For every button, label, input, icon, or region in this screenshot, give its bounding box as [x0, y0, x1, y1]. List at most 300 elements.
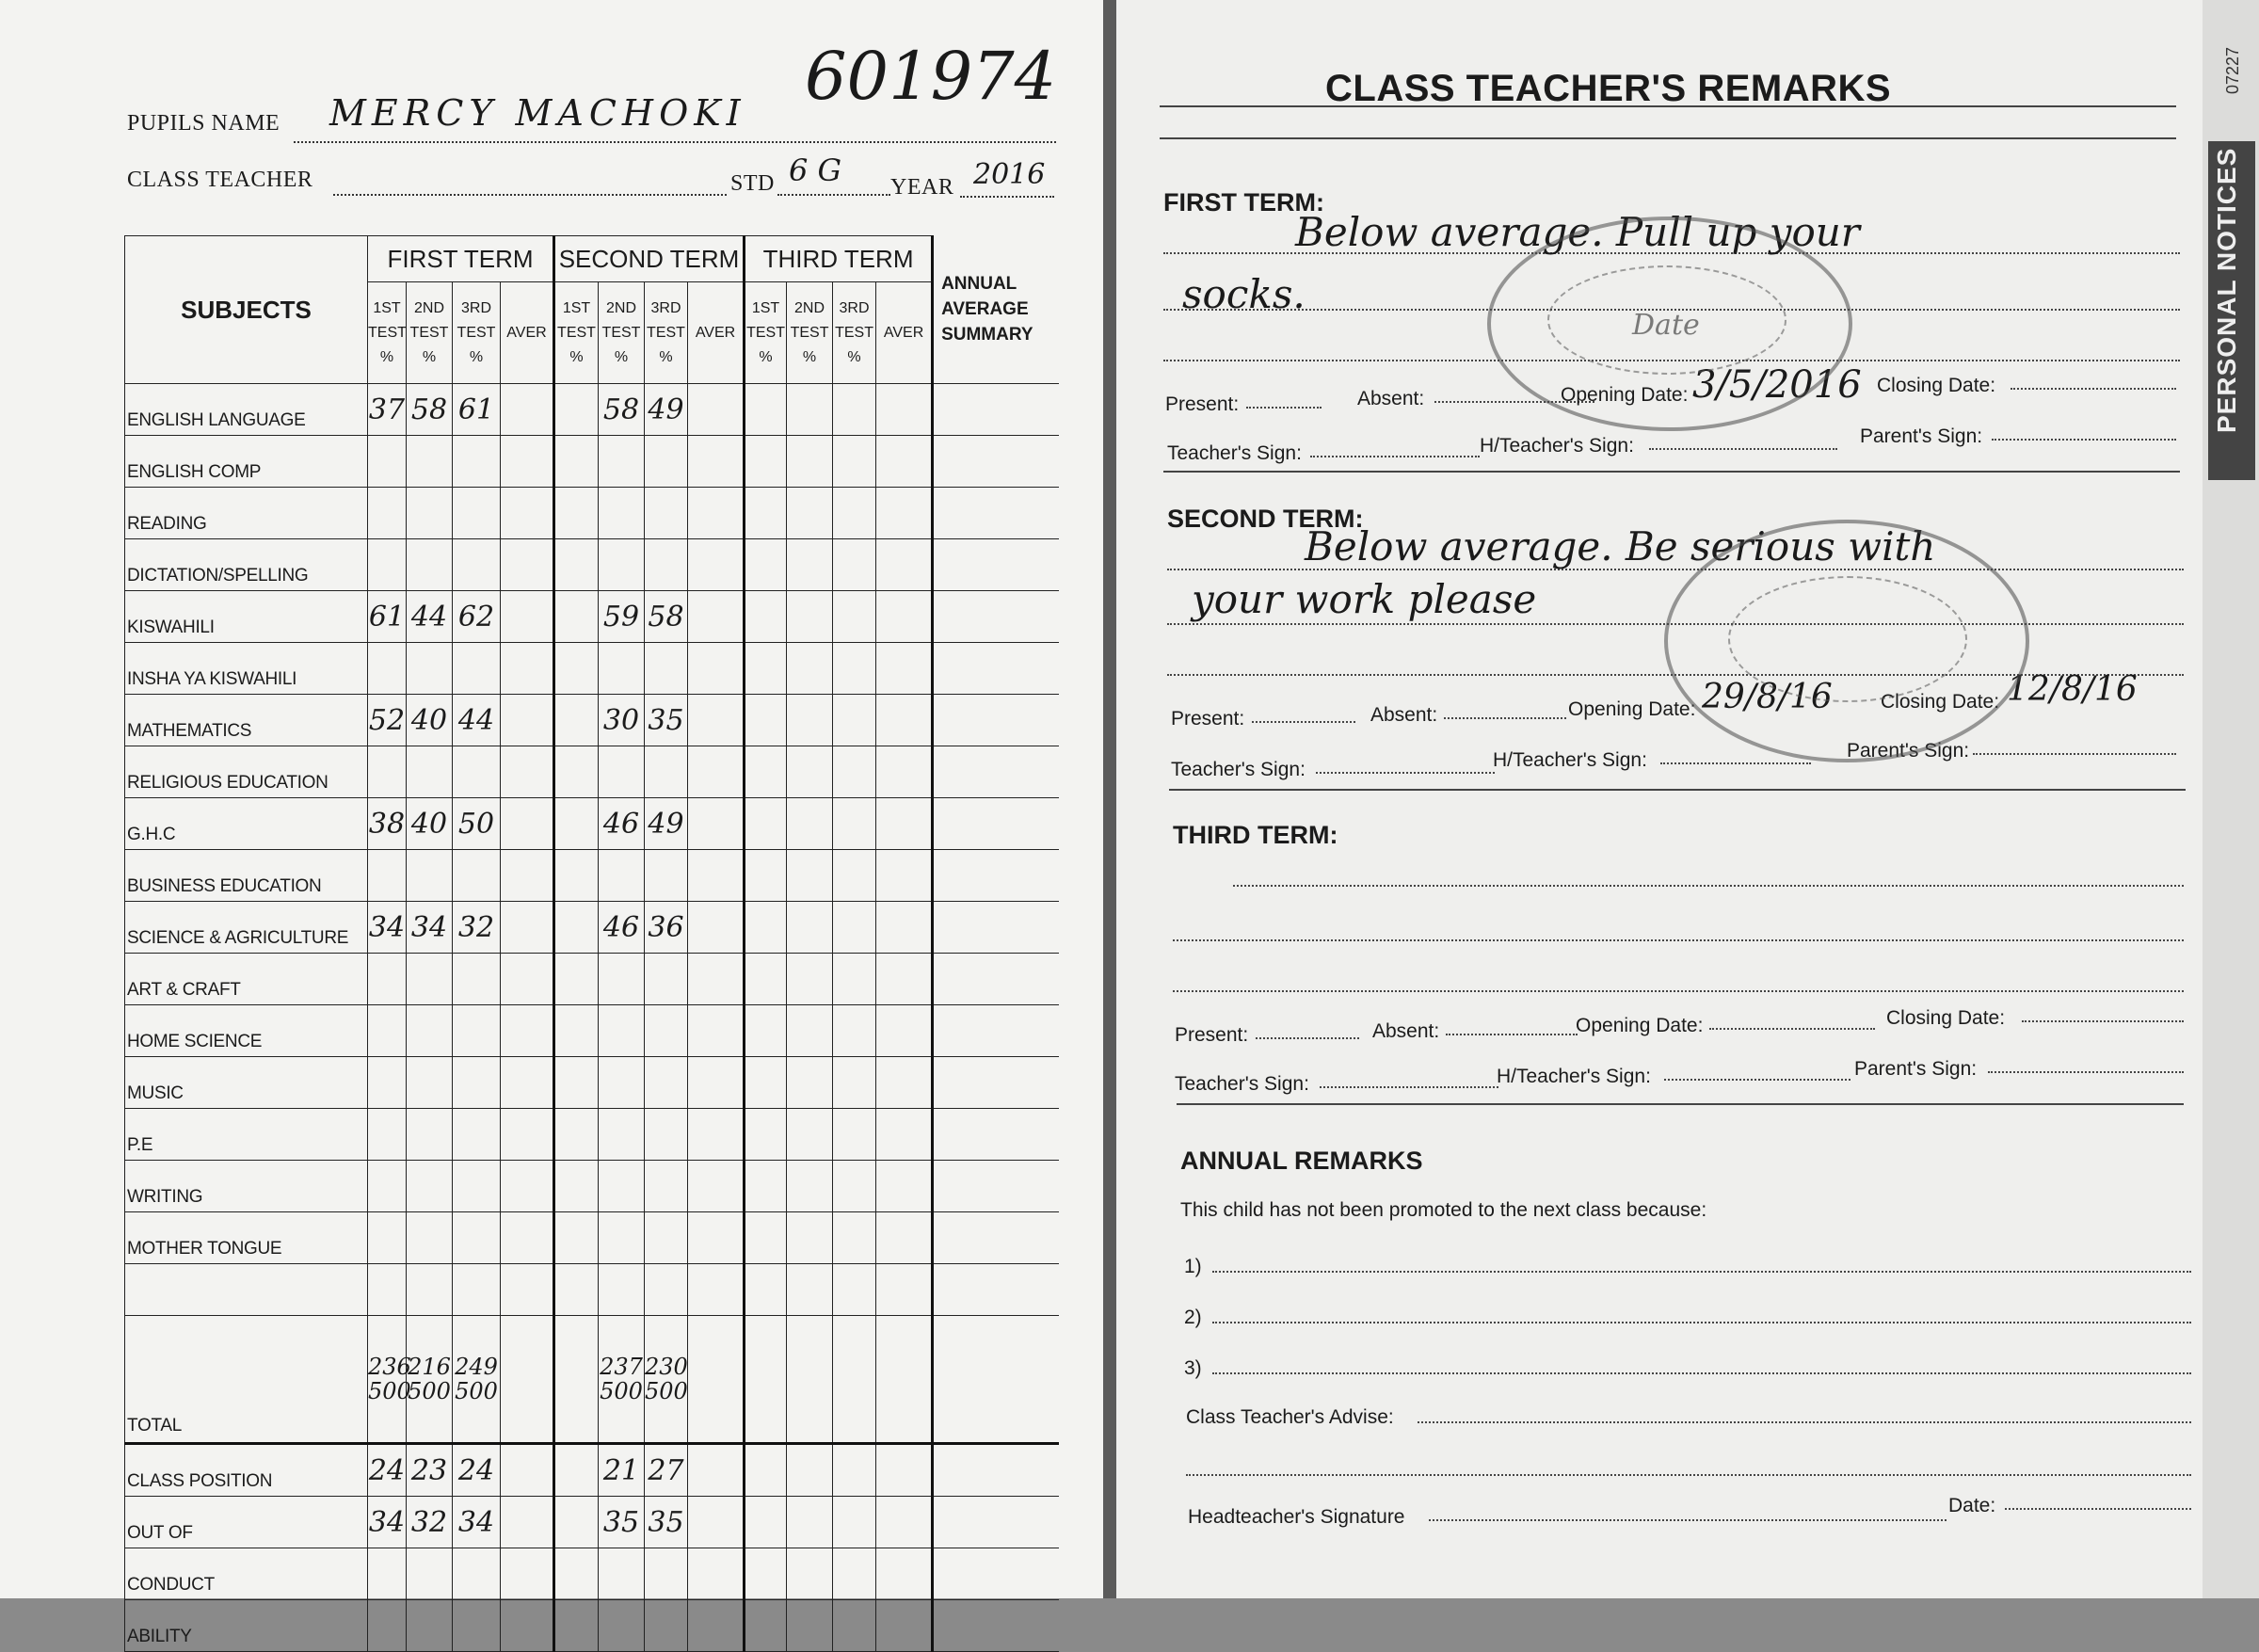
- marks-table: [124, 235, 1059, 1652]
- subject-row: [125, 1161, 1059, 1212]
- subject-name: ENGLISH COMP: [125, 436, 368, 488]
- mark-t2-test2: [599, 539, 645, 591]
- third-closing-line: [2022, 1020, 2184, 1022]
- subject-name: KISWAHILI: [125, 591, 368, 643]
- mark-t3-test2: [787, 798, 833, 850]
- mark-t2-test3: 58: [645, 591, 688, 643]
- first-parent-sign-line: [1992, 439, 2176, 441]
- mark-t3-test2: [787, 1109, 833, 1161]
- mark-t1-test1: [368, 746, 407, 798]
- mark-t2-test1: [554, 384, 599, 436]
- second-absent-line: [1444, 717, 1566, 719]
- mark-t3-test3: [833, 488, 876, 539]
- subject-name: HOME SCIENCE: [125, 1005, 368, 1057]
- advise-line2: [1186, 1474, 2191, 1476]
- mark-t2-aver: [688, 1057, 745, 1109]
- mark-t3-test3: [833, 591, 876, 643]
- mark-t1-test3: [453, 746, 501, 798]
- mark-t1-test3: [453, 436, 501, 488]
- mark-t1-test1: [368, 643, 407, 695]
- advise-line1: [1418, 1421, 2191, 1423]
- mark-t2-test3: [645, 488, 688, 539]
- mark-t2-test1: [554, 902, 599, 954]
- mark-t1-aver: [501, 591, 554, 643]
- t3-test2-header: 2ND TEST %: [787, 282, 833, 384]
- third-term-title: THIRD TERM:: [1173, 821, 1338, 849]
- mark-t2-aver: [688, 591, 745, 643]
- mark-t2-test3: [645, 954, 688, 1005]
- year-label: YEAR: [890, 175, 954, 200]
- mark-t1-test2: [407, 850, 453, 902]
- mark-t1-test1: [368, 954, 407, 1005]
- annual-intro: This child has not been promoted to the next class because:: [1180, 1199, 1707, 1221]
- mark-t2-test3: 49: [645, 798, 688, 850]
- mark-t2-test1: [554, 436, 599, 488]
- subject-name: WRITING: [125, 1161, 368, 1212]
- first-term-title: FIRST TERM:: [1163, 188, 1324, 217]
- outof-t1-test3: 34: [453, 1497, 501, 1548]
- mark-t1-aver: [501, 746, 554, 798]
- first-closing-line: [2011, 388, 2176, 390]
- subject-row: [125, 850, 1059, 902]
- mark-t1-test2: 58: [407, 384, 453, 436]
- mark-t3-test3: [833, 384, 876, 436]
- mark-t2-aver: [688, 954, 745, 1005]
- headteacher-signature-line: [1429, 1519, 1947, 1521]
- annual-item-1: 1): [1184, 1256, 1202, 1277]
- mark-t3-test2: [787, 1161, 833, 1212]
- third-closing-label: Closing Date:: [1886, 1007, 2006, 1029]
- mark-t1-aver: [501, 902, 554, 954]
- mark-t1-test2: [407, 488, 453, 539]
- mark-t1-aver: [501, 850, 554, 902]
- subject-name: ART & CRAFT: [125, 954, 368, 1005]
- total-t2-test3: 230 500: [645, 1316, 688, 1444]
- mark-t1-test2: 44: [407, 591, 453, 643]
- mark-t3-test3: [833, 1057, 876, 1109]
- mark-t1-aver: [501, 695, 554, 746]
- conduct-label: CONDUCT: [125, 1548, 368, 1600]
- t3-aver-header: AVER: [876, 282, 933, 384]
- position-t1-test3: 24: [453, 1444, 501, 1497]
- annual-item-2: 2): [1184, 1307, 1202, 1328]
- t2-test2-header: 2ND TEST %: [599, 282, 645, 384]
- annual-average-cell: [933, 488, 1059, 539]
- mark-t1-aver: [501, 1109, 554, 1161]
- first-ht-sign-label: H/Teacher's Sign:: [1480, 435, 1634, 457]
- subject-row: [125, 591, 1059, 643]
- mark-t1-aver: [501, 1005, 554, 1057]
- annual-average-cell: [933, 798, 1059, 850]
- outof-t2-test2: 35: [599, 1497, 645, 1548]
- first-term-rule: [1163, 471, 2180, 473]
- mark-t3-aver: [876, 798, 933, 850]
- mark-t1-test2: 40: [407, 798, 453, 850]
- third-term-header: THIRD TERM: [745, 236, 933, 282]
- subject-row: [125, 436, 1059, 488]
- mark-t3-test1: [745, 746, 787, 798]
- mark-t3-test1: [745, 1109, 787, 1161]
- mark-t1-test1: 61: [368, 591, 407, 643]
- annual-average-cell: [933, 1161, 1059, 1212]
- mark-t2-aver: [688, 1005, 745, 1057]
- second-term-rule: [1169, 789, 2186, 791]
- total-t1-test1: 236 500: [368, 1316, 407, 1444]
- t2-test1-header: 1ST TEST %: [554, 282, 599, 384]
- class-teacher-label: CLASS TEACHER: [127, 168, 313, 192]
- std-value: 6 G: [789, 152, 842, 188]
- mark-t2-test2: [599, 643, 645, 695]
- second-parent-sign-label: Parent's Sign:: [1847, 740, 1970, 762]
- mark-t3-test2: [787, 643, 833, 695]
- class-position-row: [125, 1444, 1059, 1497]
- mark-t1-test1: [368, 436, 407, 488]
- third-ht-sign-line: [1664, 1079, 1850, 1081]
- mark-t3-aver: [876, 539, 933, 591]
- subject-row: [125, 488, 1059, 539]
- mark-t3-test1: [745, 539, 787, 591]
- annual-average-cell: [933, 1057, 1059, 1109]
- mark-t2-test3: [645, 1057, 688, 1109]
- position-t1-test1: 24: [368, 1444, 407, 1497]
- mark-t1-aver: [501, 488, 554, 539]
- mark-t1-test1: [368, 1161, 407, 1212]
- mark-t2-test2: [599, 850, 645, 902]
- mark-t1-test2: [407, 1005, 453, 1057]
- annual-header-line1: ANNUAL: [941, 274, 1017, 295]
- mark-t2-aver: [688, 1109, 745, 1161]
- mark-t3-test2: [787, 1005, 833, 1057]
- mark-t2-test1: [554, 1057, 599, 1109]
- subject-name: MATHEMATICS: [125, 695, 368, 746]
- subject-row: [125, 643, 1059, 695]
- total-t2-test2: 237 500: [599, 1316, 645, 1444]
- mark-t1-test3: [453, 1057, 501, 1109]
- second-term-title: SECOND TERM:: [1167, 505, 1364, 533]
- summary-rows: [125, 1264, 1059, 1652]
- mark-t3-test1: [745, 850, 787, 902]
- mark-t3-test1: [745, 695, 787, 746]
- mark-t1-aver: [501, 436, 554, 488]
- mark-t3-test1: [745, 436, 787, 488]
- mark-t3-test3: [833, 1161, 876, 1212]
- mark-t3-aver: [876, 850, 933, 902]
- subject-name: DICTATION/SPELLING: [125, 539, 368, 591]
- mark-t3-aver: [876, 746, 933, 798]
- t2-test3-header: 3RD TEST %: [645, 282, 688, 384]
- mark-t2-aver: [688, 695, 745, 746]
- mark-t3-aver: [876, 902, 933, 954]
- mark-t2-test1: [554, 850, 599, 902]
- title-rule: [1160, 137, 2176, 139]
- second-ht-sign-label: H/Teacher's Sign:: [1493, 749, 1647, 771]
- mark-t3-test1: [745, 798, 787, 850]
- second-opening-label: Opening Date:: [1568, 698, 1696, 720]
- mark-t3-test1: [745, 1161, 787, 1212]
- mark-t2-test2: [599, 436, 645, 488]
- third-ht-sign-label: H/Teacher's Sign:: [1497, 1066, 1651, 1087]
- mark-t2-test2: [599, 1057, 645, 1109]
- mark-t3-test1: [745, 488, 787, 539]
- third-absent-line: [1446, 1034, 1578, 1035]
- annual-average-cell: [933, 643, 1059, 695]
- mark-t3-test2: [787, 539, 833, 591]
- year-value: 2016: [973, 158, 1046, 191]
- mark-t1-test2: [407, 1212, 453, 1264]
- class-position-label: CLASS POSITION: [125, 1444, 368, 1497]
- mark-t2-test1: [554, 1212, 599, 1264]
- mark-t1-test3: [453, 539, 501, 591]
- mark-t3-test1: [745, 591, 787, 643]
- mark-t1-aver: [501, 1057, 554, 1109]
- annual-item-2-line: [1212, 1322, 2191, 1323]
- pupil-name-label: PUPILS NAME: [127, 111, 280, 136]
- mark-t3-test2: [787, 850, 833, 902]
- mark-t2-aver: [688, 436, 745, 488]
- first-present-label: Present:: [1165, 393, 1240, 415]
- mark-t1-aver: [501, 1161, 554, 1212]
- mark-t1-test3: 62: [453, 591, 501, 643]
- mark-t3-aver: [876, 1212, 933, 1264]
- mark-t3-aver: [876, 1005, 933, 1057]
- mark-t1-test3: [453, 954, 501, 1005]
- mark-t2-test1: [554, 488, 599, 539]
- id-number: 601974: [805, 38, 1057, 115]
- third-opening-label: Opening Date:: [1576, 1015, 1704, 1036]
- subject-name: G.H.C: [125, 798, 368, 850]
- first-absent-label: Absent:: [1357, 388, 1425, 409]
- first-parent-sign-label: Parent's Sign:: [1860, 425, 1983, 447]
- class-teacher-advise-label: Class Teacher's Advise:: [1186, 1406, 1394, 1428]
- mark-t2-test3: [645, 436, 688, 488]
- mark-t1-test2: 34: [407, 902, 453, 954]
- annual-item-3: 3): [1184, 1357, 1202, 1379]
- third-teacher-sign-line: [1320, 1086, 1498, 1088]
- mark-t1-test2: [407, 1109, 453, 1161]
- mark-t1-test2: [407, 539, 453, 591]
- second-closing-label: Closing Date:: [1881, 691, 2000, 713]
- first-opening-value: 3/5/2016: [1692, 363, 1862, 407]
- mark-t3-test2: [787, 384, 833, 436]
- mark-t2-test3: [645, 746, 688, 798]
- right-page: [1116, 0, 2203, 1598]
- first-opening-label: Opening Date:: [1561, 384, 1689, 406]
- mark-t2-test3: [645, 1161, 688, 1212]
- mark-t2-test1: [554, 1109, 599, 1161]
- annual-header-line3: SUMMARY: [941, 325, 1033, 345]
- second-teacher-sign-label: Teacher's Sign:: [1171, 759, 1306, 780]
- mark-t2-test2: 58: [599, 384, 645, 436]
- total-t1-test2: 216 500: [407, 1316, 453, 1444]
- mark-t1-test1: [368, 1109, 407, 1161]
- second-term-header: SECOND TERM: [554, 236, 745, 282]
- mark-t1-test3: [453, 1109, 501, 1161]
- mark-t2-test1: [554, 643, 599, 695]
- mark-t1-aver: [501, 643, 554, 695]
- blank-row: [125, 1264, 1059, 1316]
- mark-t1-aver: [501, 539, 554, 591]
- school-stamp-2: [1664, 520, 2029, 762]
- mark-t3-test2: [787, 1057, 833, 1109]
- annual-item-3-line: [1212, 1372, 2191, 1374]
- third-teacher-sign-label: Teacher's Sign:: [1175, 1073, 1309, 1095]
- mark-t2-test2: [599, 1161, 645, 1212]
- mark-t1-test1: 38: [368, 798, 407, 850]
- mark-t2-test3: [645, 539, 688, 591]
- mark-t3-test1: [745, 902, 787, 954]
- annual-average-cell: [933, 384, 1059, 436]
- t1-test1-header: 1ST TEST %: [368, 282, 407, 384]
- mark-t2-test3: 35: [645, 695, 688, 746]
- mark-t3-test3: [833, 902, 876, 954]
- annual-average-cell: [933, 1212, 1059, 1264]
- mark-t2-test1: [554, 539, 599, 591]
- subject-rows: [125, 384, 1059, 1264]
- page-number: 07227: [2223, 46, 2242, 94]
- subject-name: READING: [125, 488, 368, 539]
- subject-row: [125, 695, 1059, 746]
- mark-t1-test2: 40: [407, 695, 453, 746]
- out-of-row: [125, 1497, 1059, 1548]
- mark-t2-test2: [599, 746, 645, 798]
- mark-t3-test3: [833, 1212, 876, 1264]
- t1-test2-header: 2ND TEST %: [407, 282, 453, 384]
- mark-t2-test1: [554, 1005, 599, 1057]
- annual-average-cell: [933, 695, 1059, 746]
- subject-row: [125, 539, 1059, 591]
- ability-label: ABILITY: [125, 1600, 368, 1652]
- mark-t2-test3: [645, 1005, 688, 1057]
- mark-t3-aver: [876, 954, 933, 1005]
- annual-average-cell: [933, 954, 1059, 1005]
- mark-t3-aver: [876, 695, 933, 746]
- total-t1-test3: 249 500: [453, 1316, 501, 1444]
- mark-t2-test2: [599, 1005, 645, 1057]
- mark-t3-test1: [745, 1005, 787, 1057]
- mark-t1-test1: [368, 488, 407, 539]
- subject-name: MOTHER TONGUE: [125, 1212, 368, 1264]
- mark-t3-test1: [745, 384, 787, 436]
- mark-t3-aver: [876, 591, 933, 643]
- mark-t2-aver: [688, 1161, 745, 1212]
- mark-t1-test3: [453, 488, 501, 539]
- remarks-title: CLASS TEACHER'S REMARKS: [1325, 68, 1892, 109]
- mark-t1-test2: [407, 643, 453, 695]
- first-ht-sign-line: [1649, 448, 1837, 450]
- ability-row: [125, 1600, 1059, 1652]
- subject-row: [125, 746, 1059, 798]
- title-rule-top: [1160, 105, 2176, 107]
- annual-average-cell: [933, 902, 1059, 954]
- mark-t2-test2: [599, 1212, 645, 1264]
- total-row: [125, 1316, 1059, 1444]
- left-page: [0, 0, 1103, 1646]
- third-present-label: Present:: [1175, 1024, 1249, 1046]
- third-remark-line2: [1173, 939, 2184, 941]
- subjects-header: SUBJECTS: [125, 236, 368, 384]
- std-label: STD: [730, 171, 775, 196]
- mark-t2-test3: [645, 1212, 688, 1264]
- mark-t1-test3: 50: [453, 798, 501, 850]
- mark-t2-aver: [688, 902, 745, 954]
- mark-t2-test1: [554, 954, 599, 1005]
- mark-t3-test3: [833, 954, 876, 1005]
- subject-name: BUSINESS EDUCATION: [125, 850, 368, 902]
- annual-date-line: [2005, 1508, 2191, 1510]
- outof-t1-test2: 32: [407, 1497, 453, 1548]
- mark-t1-test1: [368, 1212, 407, 1264]
- third-absent-label: Absent:: [1372, 1020, 1440, 1042]
- first-term-header: FIRST TERM: [368, 236, 554, 282]
- mark-t3-test2: [787, 695, 833, 746]
- second-teacher-sign-line: [1316, 772, 1495, 774]
- annual-average-cell: [933, 850, 1059, 902]
- mark-t2-test1: [554, 695, 599, 746]
- third-present-line: [1256, 1037, 1359, 1039]
- mark-t2-test2: 30: [599, 695, 645, 746]
- mark-t3-test2: [787, 1212, 833, 1264]
- subject-name: P.E: [125, 1109, 368, 1161]
- mark-t1-aver: [501, 384, 554, 436]
- mark-t2-test1: [554, 798, 599, 850]
- first-remark-text2: socks.: [1182, 271, 1306, 317]
- conduct-row: [125, 1548, 1059, 1600]
- mark-t3-test3: [833, 798, 876, 850]
- mark-t3-test3: [833, 746, 876, 798]
- first-remark-text1: Below average. Pull up your: [1295, 209, 1860, 255]
- mark-t3-aver: [876, 1057, 933, 1109]
- school-stamp-1: [1487, 217, 1852, 431]
- second-remark-text2: your work please: [1192, 576, 1537, 622]
- annual-header-line2: AVERAGE: [941, 299, 1029, 320]
- mark-t2-test2: 59: [599, 591, 645, 643]
- mark-t3-test2: [787, 488, 833, 539]
- mark-t1-test3: [453, 643, 501, 695]
- mark-t2-test3: [645, 643, 688, 695]
- out-of-label: OUT OF: [125, 1497, 368, 1548]
- mark-t3-test1: [745, 1212, 787, 1264]
- t2-aver-header: AVER: [688, 282, 745, 384]
- pupil-name-value: MERCY MACHOKI: [329, 92, 746, 134]
- personal-notices-label: PERSONAL NOTICES: [2212, 147, 2241, 433]
- annual-item-1-line: [1212, 1271, 2191, 1273]
- third-remark-line3: [1173, 990, 2184, 992]
- t1-aver-header: AVER: [501, 282, 554, 384]
- third-term-rule: [1177, 1103, 2184, 1105]
- mark-t1-test2: [407, 954, 453, 1005]
- annual-average-cell: [933, 1005, 1059, 1057]
- mark-t3-test3: [833, 643, 876, 695]
- mark-t1-test2: [407, 1057, 453, 1109]
- subject-row: [125, 1057, 1059, 1109]
- mark-t1-aver: [501, 798, 554, 850]
- first-teacher-sign-label: Teacher's Sign:: [1167, 442, 1302, 464]
- mark-t2-test2: 46: [599, 902, 645, 954]
- mark-t3-aver: [876, 488, 933, 539]
- annual-average-header: [933, 236, 1059, 384]
- mark-t2-test2: [599, 954, 645, 1005]
- mark-t3-test3: [833, 1109, 876, 1161]
- annual-average-cell: [933, 436, 1059, 488]
- mark-t3-test2: [787, 746, 833, 798]
- mark-t2-aver: [688, 384, 745, 436]
- subject-row: [125, 1212, 1059, 1264]
- outof-t2-test3: 35: [645, 1497, 688, 1548]
- subject-name: ENGLISH LANGUAGE: [125, 384, 368, 436]
- mark-t2-test1: [554, 1161, 599, 1212]
- subject-name: MUSIC: [125, 1057, 368, 1109]
- mark-t3-test2: [787, 436, 833, 488]
